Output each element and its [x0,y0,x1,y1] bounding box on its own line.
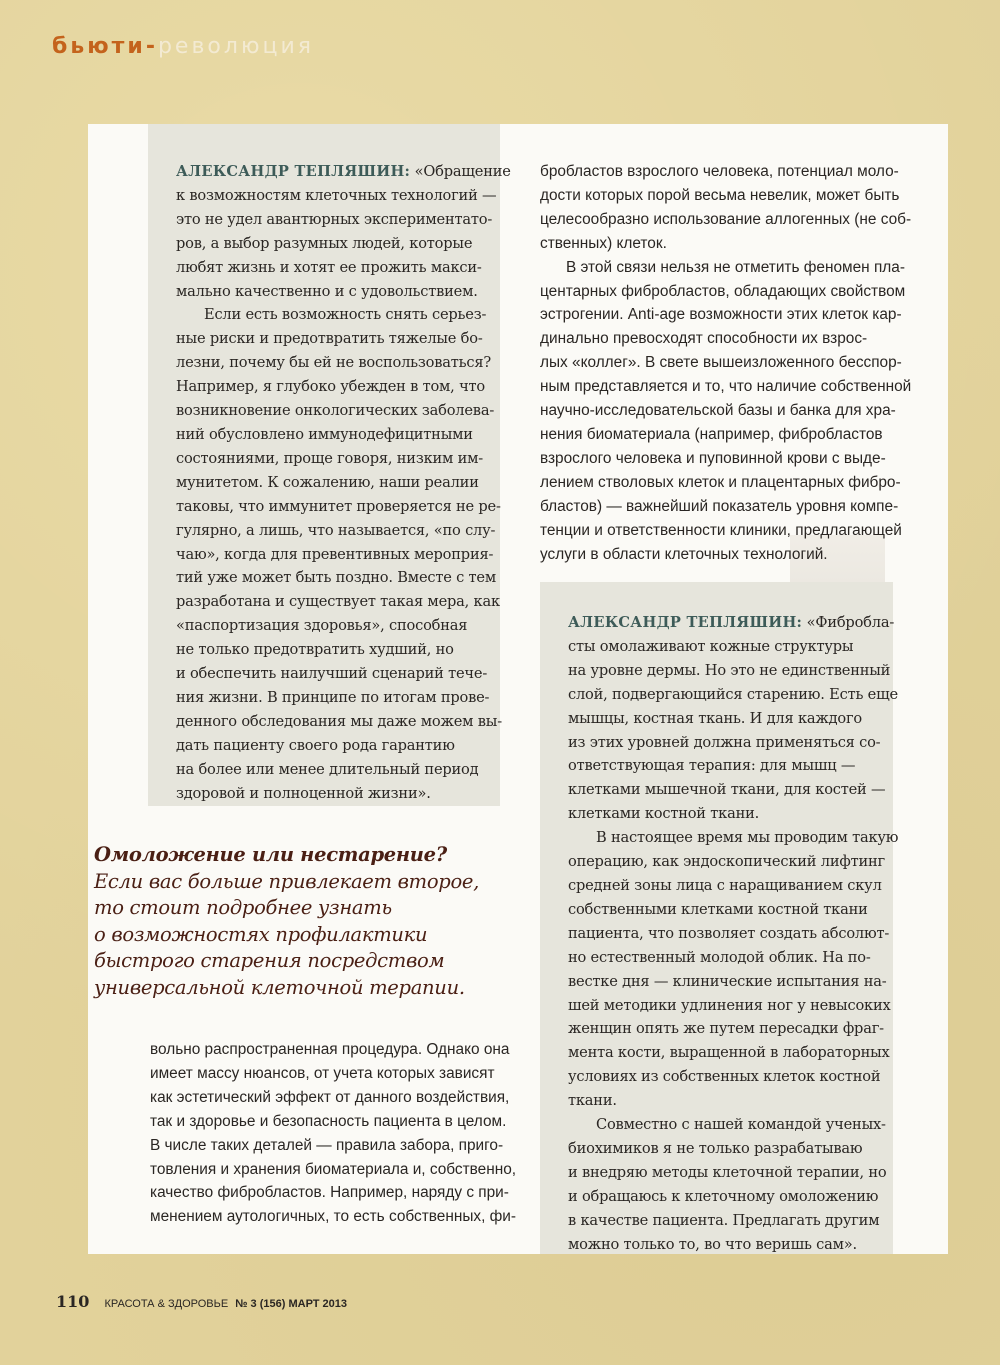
paragraph: В настоящее время мы проводим такую операцию, как эндоскопический лифтинг средней зоны лица с наращиванием скул собственными клетками костной ткани пациента, что позволяет создать абсолют- но естественный молодой облик. На по- вестке дня — клинические испытания на- шей методики удлинения ног у невысоких женщин опять же путем пересадки фраг- мента кости, выращенной в лабораторных условиях из собственных клеток костной ткани. [568,829,899,1110]
issue-info: № 3 (156) МАРТ 2013 [235,1298,348,1310]
paragraph: АЛЕКСАНДР ТЕПЛЯШИН: «Обращение к возможностям клеточных технологий — это не удел авантюрных экспериментато- ров, а выбор разумных людей, которые любят жизнь и хотят ее прожить макси- мально качественно и с удовольствием. [176,163,511,300]
paragraph: Если есть возможность снять серьез- ные риски и предотвратить тяжелые бо- лезни, почему бы ей не воспользоваться? Например, я глубоко убежден в том, что возникновение онкологических заболева- ний обусловлено иммунодефицитными состояниями, проще говоря, низким им- мунитетом. К сожалению, наши реалии таковы, что иммунитет проверяется не ре- гулярно, а лишь, что называется, «по слу- чаю», когда для превентивных мероприя- тий уже может быть поздно. Вместе с тем разработана и существует такая мера, как «паспортизация здоровья», способная не только предотвратить худший, но и обеспечить наилучший сценарий тече- ния жизни. В принципе по итогам прове- денного обследования мы даже можем вы- дать пациенту своего рода гарантию на более или менее длительный период здоровой и полноценной жизни». [176,306,502,802]
section-title [52,34,314,59]
speaker-name: АЛЕКСАНДР ТЕПЛЯШИН: [568,614,803,631]
page-number: 110 [56,1292,90,1311]
magazine-name: КРАСОТА & ЗДОРОВЬЕ [104,1298,229,1310]
left-quote-column [176,160,511,805]
pull-quote-lead: Омоложение или нестарение? [94,843,447,866]
paragraph: Совместно с нашей командой ученых- биохимиков я не только разрабатываю и внедряю методы клеточной терапии, но и обращаюсь к клеточному омоложению в качестве пациента. Предлагать другим можно только то, во что веришь сам». [568,1116,887,1253]
section-title-part2: революция [157,34,314,59]
paragraph: В этой связи нельзя не отметить феномен пла- центарных фибробластов, обладающих свойством эстрогении. Anti-age возможности этих клеток кар- динально превосходят способности их взрос- лых «коллег». В свете вышеизложенного бесспор- ным представляется и то, что наличие собственной научно-исследовательской базы и банка для хра- нения биоматериала (например, фибробластов взрослого человека и пуповинной крови с выде- лением стволовых клеток и плацентарных фибро- бластов) — важнейший показатель уровня компе- тенции и ответственности клиники, предлагающей услуги в области клеточных технологий. [540,258,912,563]
right-body-text [540,160,912,566]
bottom-left-body-text: вольно распространенная процедура. Однако она имеет массу нюансов, от учета которых зависят как эстетический эффект от данного воздействия, так и здоровье и безопасность пациента в целом. В числе таких деталей — правила забора, приго- товления и хранения биоматериала и, собственно, качество фибробластов. Например, наряду с при- менением аутологичных, то есть собственных, фи- [150,1041,517,1226]
pull-quote: Омоложение или нестарение? Если вас больше привлекает второе, то стоит подробнее узнать о возможностях профилактики быстрого старения посредством универсальной клеточной терапии. [94,842,514,1001]
page-footer [56,1292,347,1311]
paragraph: бробластов взрослого человека, потенциал моло- дости которых порой весьма невелик, может быть целесообразно использование аллогенных (не соб- ственных) клеток. [540,163,912,252]
section-title-part1: бьюти- [52,34,158,59]
right-quote-column [568,611,899,1256]
speaker-name: АЛЕКСАНДР ТЕПЛЯШИН: [176,163,411,180]
paragraph: АЛЕКСАНДР ТЕПЛЯШИН: «Фибробла- сты омолаживают кожные структуры на уровне дермы. Но это не единственный слой, подвергающийся старению. Есть еще мышцы, костная ткань. И для каждого из этих уровней должна применяться со- ответствующая терапия: для мышц — клетками мышечной ткани, для костей — клетками костной ткани. [568,614,898,823]
